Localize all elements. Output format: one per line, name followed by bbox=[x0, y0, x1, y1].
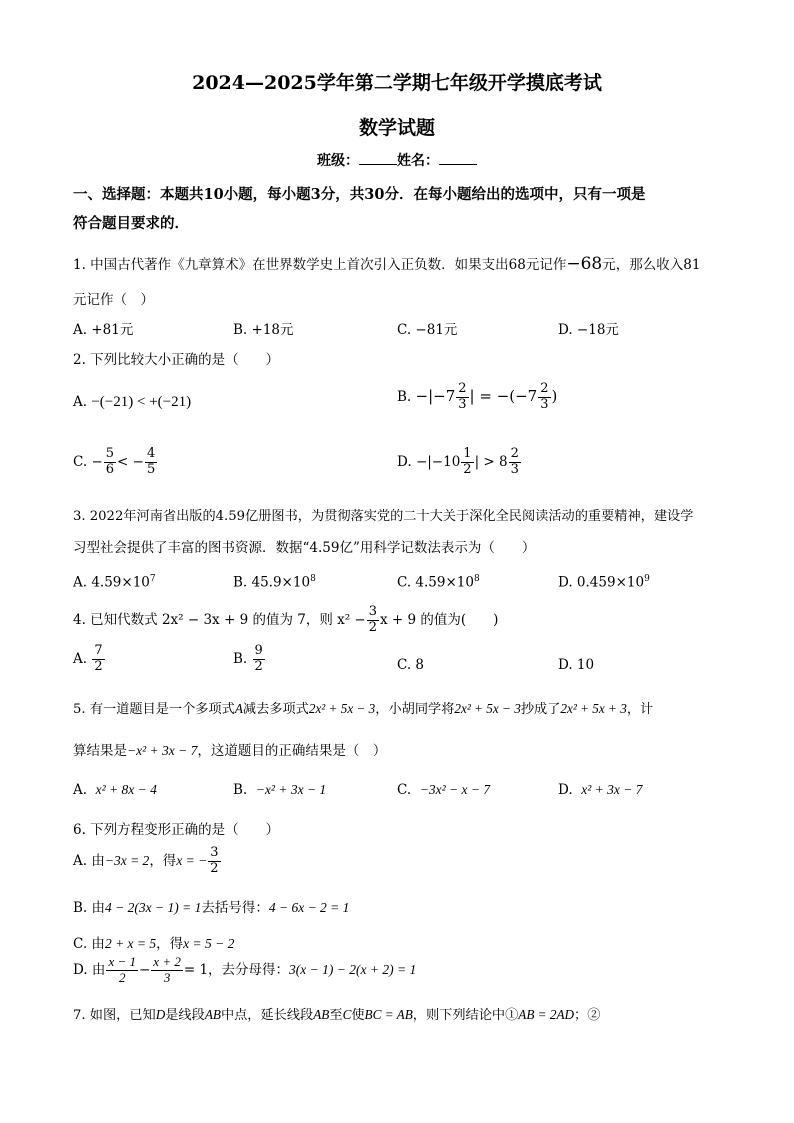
q7-text-f: ，则下列结论中① bbox=[412, 1008, 519, 1023]
q5-c-expr: −3x² − x − 7 bbox=[419, 782, 491, 797]
q1-stem-text: 1. 中国古代著作《九章算术》在世界数学史上首次引入正负数．如果支出68元记作 bbox=[73, 257, 567, 273]
q5-c-label: C. bbox=[397, 782, 412, 798]
q6-option-c bbox=[73, 932, 234, 952]
q2-b-frac2: $\frac{2}{3}$ bbox=[540, 381, 549, 412]
q2-option-d bbox=[397, 447, 522, 478]
q7-var-ab: AB bbox=[204, 1007, 221, 1022]
q7-var-c: C bbox=[342, 1007, 352, 1022]
q2-d-frac2: $\frac{2}{3}$ bbox=[510, 446, 519, 477]
q6-c-mid: ，得 bbox=[156, 936, 184, 952]
q5-d-label: D. bbox=[558, 782, 573, 798]
q3-stem-line2: 习型社会提供了丰富的图书资源．数据“4.59亿”用科学记数法表示为（ ） bbox=[73, 540, 536, 556]
section-heading-line2: 符合题目要求的． bbox=[73, 215, 189, 232]
class-name-line bbox=[0, 150, 794, 170]
q2-option-b bbox=[397, 382, 557, 413]
q1-option-d: D. −18元 bbox=[558, 322, 619, 338]
q5-expr3: 2x² + 5x + 3 bbox=[560, 701, 627, 716]
q6-option-a bbox=[73, 846, 222, 877]
q7-text-c: 中点，延长线段 bbox=[220, 1008, 314, 1023]
q7-var-d: D bbox=[155, 1007, 166, 1022]
q3-b-text: B. 45.9×10 bbox=[233, 574, 311, 591]
q5-text-e: ，计 bbox=[626, 702, 654, 717]
q6-stem: 6. 下列方程变形正确的是（ ） bbox=[73, 822, 280, 838]
q3-option-a bbox=[73, 574, 156, 591]
q1-stem-line1 bbox=[73, 253, 700, 274]
q6-c-expr1: 2 + x = 5 bbox=[104, 936, 157, 951]
q3-c-exp: 8 bbox=[473, 574, 480, 584]
q5-d-expr: x² + 3x − 7 bbox=[581, 782, 643, 797]
q4-option-c: C. 8 bbox=[397, 657, 425, 673]
q6-c-pre: C. 由 bbox=[73, 936, 105, 952]
q2-c-frac1: $\frac{5}{6}$ bbox=[105, 446, 115, 477]
q2-option-a bbox=[73, 394, 191, 411]
q6-d-minus: − bbox=[138, 961, 151, 978]
q2-d-frac1: $\frac{1}{2}$ bbox=[463, 446, 472, 477]
q4-stem bbox=[73, 605, 498, 636]
q6-a-expr2: x = − bbox=[176, 852, 208, 868]
q4-option-d: D. 10 bbox=[558, 657, 595, 673]
q6-b-pre: B. 由 bbox=[73, 900, 106, 916]
q2-c-frac2: $\frac{4}{5}$ bbox=[146, 446, 156, 477]
q6-a-mid: ，得 bbox=[149, 852, 177, 869]
q4-a-frac: $\frac{7}{2}$ bbox=[94, 643, 103, 674]
q2-d-mid: | > 8 bbox=[474, 453, 508, 470]
class-label: 班级： bbox=[317, 153, 359, 169]
q4-option-b bbox=[233, 644, 266, 675]
q2-option-c bbox=[73, 447, 158, 478]
q5-b-label: B. bbox=[233, 782, 248, 798]
q7-var-ab2: AB bbox=[313, 1007, 330, 1022]
q6-b-expr1: 4 − 2(3x − 1) = 1 bbox=[105, 900, 202, 915]
q5-text-f: 算结果是 bbox=[73, 743, 127, 759]
q5-a-label: A. bbox=[73, 782, 88, 798]
q6-b-mid: 去括号得： bbox=[201, 900, 269, 916]
q7-stem bbox=[73, 1004, 600, 1023]
q5-option-c bbox=[397, 782, 490, 798]
q5-expr1: 2x² + 5x − 3 bbox=[308, 701, 376, 716]
q6-c-expr2: x = 5 − 2 bbox=[183, 936, 235, 951]
q3-a-exp: 7 bbox=[149, 574, 156, 584]
q7-text-a: 7. 如图，已知 bbox=[73, 1008, 156, 1023]
q5-b-expr: −x² + 3x − 1 bbox=[255, 782, 327, 797]
q4-option-a bbox=[73, 644, 106, 675]
q7-text-b: 是线段 bbox=[165, 1008, 205, 1023]
q5-text-b: 减去多项式 bbox=[242, 702, 309, 717]
q3-c-text: C. 4.59×10 bbox=[397, 574, 474, 591]
q5-expr2: 2x² + 5x − 3 bbox=[454, 701, 521, 716]
q3-b-exp: 8 bbox=[310, 574, 316, 584]
q2-b-pre: −|−7 bbox=[415, 386, 456, 405]
q5-stem-line1 bbox=[73, 698, 653, 717]
q2-c-mid: < − bbox=[117, 453, 144, 470]
q2-b-post: ) bbox=[551, 386, 558, 405]
q6-d-mid: ，去分母得： bbox=[208, 961, 290, 978]
q4-b-label: B. bbox=[233, 650, 248, 667]
q5-text-g: ，这道题目的正确结果是（ ） bbox=[197, 743, 387, 759]
q7-expr-bc: BC = AB bbox=[364, 1007, 413, 1022]
q4-a-label: A. bbox=[73, 650, 88, 667]
q6-d-pre: D. 由 bbox=[73, 961, 106, 978]
q1-stem-line2: 元记作（ ） bbox=[73, 292, 154, 308]
class-blank bbox=[359, 152, 397, 165]
q5-expr4: −x² + 3x − 7 bbox=[127, 743, 198, 758]
q5-text-d: 抄成了 bbox=[520, 702, 561, 717]
subject-title: 数学试题 bbox=[358, 117, 435, 139]
q6-a-frac: $\frac{3}{2}$ bbox=[210, 845, 219, 876]
q6-d-expr2: 3(x − 1) − 2(x + 2) = 1 bbox=[289, 961, 417, 977]
q3-stem-line1: 3. 2022年河南省出版的4.59亿册图书，为贯彻落实党的二十大关于深化全民阅读活动的重要精神，建设学 bbox=[73, 509, 694, 524]
q3-d-text: D. 0.459×10 bbox=[558, 574, 645, 591]
q2-a-label: A. bbox=[73, 394, 88, 410]
name-blank bbox=[439, 152, 477, 165]
q1-neg-value: −68 bbox=[566, 254, 603, 274]
q3-option-c bbox=[397, 574, 480, 591]
q2-b-mid: | = −(−7 bbox=[469, 386, 538, 405]
q6-d-frac2: $\frac{x + 2}{3}$ bbox=[153, 954, 181, 985]
q3-a-text: A. 4.59×10 bbox=[73, 574, 150, 591]
q5-stem-line2 bbox=[73, 739, 386, 759]
name-label: 姓名： bbox=[397, 153, 439, 169]
q1-option-a: A. +81元 bbox=[73, 322, 134, 338]
q6-d-eq: = 1 bbox=[183, 961, 209, 978]
q7-text-e: 使 bbox=[351, 1008, 365, 1023]
q1-stem-text-b: 元，那么收入81 bbox=[602, 257, 701, 273]
q5-option-a bbox=[73, 782, 157, 798]
q4-stem-a: 4. 已知代数式 2x² − 3x + 9 的值为 7，则 x² − bbox=[73, 611, 366, 628]
q2-c-label: C. bbox=[73, 453, 88, 470]
exam-title: 2024—2025学年第二学期七年级开学摸底考试 bbox=[192, 72, 602, 94]
q2-b-frac1: $\frac{2}{3}$ bbox=[458, 381, 467, 412]
q2-d-label: D. bbox=[397, 453, 412, 470]
q2-a-expr: −(−21) < +(−21) bbox=[91, 394, 192, 410]
q4-stem-frac: $\frac{3}{2}$ bbox=[368, 604, 378, 635]
q7-expr-ab: AB = 2AD bbox=[518, 1007, 575, 1022]
q2-d-pre: −|−10 bbox=[415, 453, 461, 470]
q5-option-b bbox=[233, 782, 326, 798]
q1-option-b: B. +18元 bbox=[233, 322, 294, 338]
q7-text-d: 至 bbox=[329, 1008, 343, 1023]
q6-a-pre: A. 由 bbox=[73, 852, 105, 869]
q5-option-d bbox=[558, 782, 643, 798]
q6-option-b bbox=[73, 896, 349, 916]
q6-b-expr2: 4 − 6x − 2 = 1 bbox=[268, 900, 350, 915]
q2-stem: 2. 下列比较大小正确的是（ ） bbox=[73, 352, 280, 368]
q2-c-pre: − bbox=[91, 453, 103, 470]
q4-stem-b: x + 9 的值为( ) bbox=[380, 611, 499, 628]
q2-b-label: B. bbox=[397, 388, 412, 405]
q6-a-expr1: −3x = 2 bbox=[104, 852, 150, 868]
q5-text-c: ，小胡同学将 bbox=[375, 702, 455, 717]
q3-option-d bbox=[558, 574, 650, 591]
q3-d-exp: 9 bbox=[644, 574, 650, 584]
q5-text-a: 5. 有一道题目是一个多项式 bbox=[73, 702, 235, 717]
q6-option-d bbox=[73, 955, 416, 986]
q3-option-b bbox=[233, 574, 316, 591]
q6-d-frac1: $\frac{x - 1}{2}$ bbox=[108, 954, 136, 985]
q5-var-a: A bbox=[234, 701, 243, 716]
section-heading-line1: 一、选择题：本题共10小题，每小题3分，共30分．在每小题给出的选项中，只有一项是 bbox=[73, 186, 646, 203]
q4-b-frac: $\frac{9}{2}$ bbox=[254, 643, 263, 674]
q7-text-g: ；② bbox=[574, 1008, 601, 1023]
q1-option-c: C. −81元 bbox=[397, 322, 458, 338]
q5-a-expr: x² + 8x − 4 bbox=[95, 782, 157, 797]
